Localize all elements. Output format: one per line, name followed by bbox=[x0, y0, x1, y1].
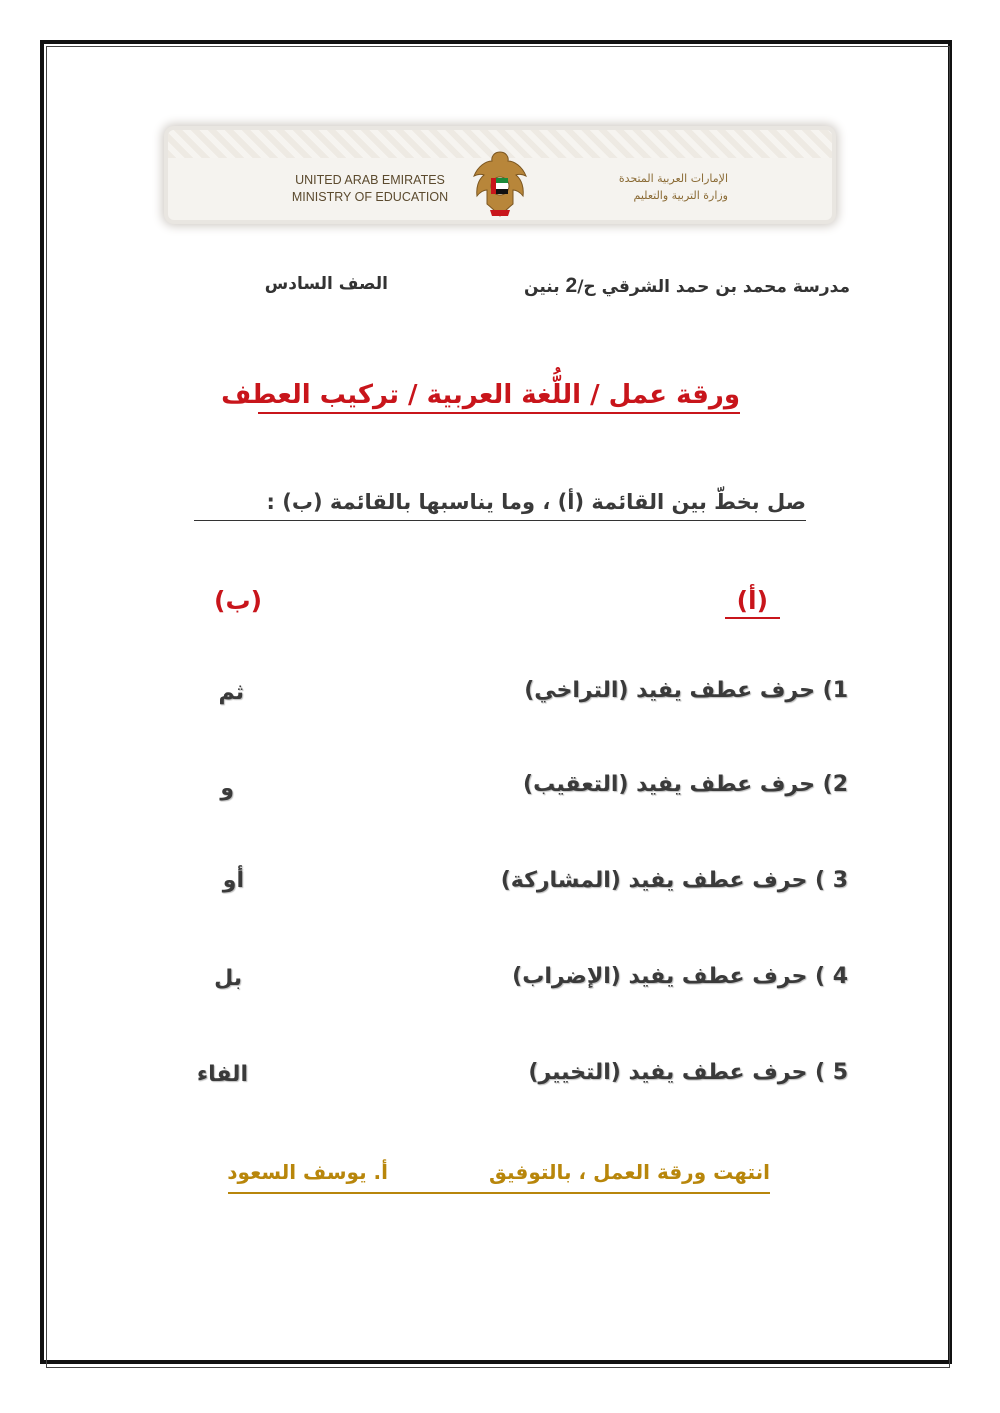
list-item-1: 1) حرف عطف يفيد (التراخي) bbox=[524, 678, 848, 703]
closing-note: انتهت ورقة العمل ، بالتوفيق bbox=[489, 1160, 770, 1184]
list-item-3: 3 ) حرف عطف يفيد (المشاركة) bbox=[500, 868, 848, 893]
ministry-ar-line1: الإمارات العربية المتحدة bbox=[618, 172, 728, 185]
column-a-header: (أ) bbox=[725, 586, 780, 619]
answer-item-5: الفاء bbox=[196, 1062, 248, 1087]
ministry-name-ar bbox=[548, 170, 728, 204]
school-cycle-number: 2 bbox=[565, 274, 578, 297]
ministry-banner bbox=[168, 130, 832, 220]
answer-item-3: أو bbox=[222, 868, 244, 893]
grade-label: الصف السادس bbox=[264, 274, 388, 294]
school-name-prefix: مدرسة محمد بن حمد الشرقي ح/ bbox=[577, 277, 850, 297]
ministry-en-line2: MINISTRY OF EDUCATION bbox=[291, 190, 449, 204]
ministry-en-line1: UNITED ARAB EMIRATES bbox=[295, 173, 445, 187]
instruction-text: صل بخطّ بين القائمة (أ) ، وما يناسبها بالقائمة (ب) : bbox=[194, 490, 806, 521]
list-item-5: 5 ) حرف عطف يفيد (التخيير) bbox=[528, 1060, 848, 1085]
answer-item-1: ثم bbox=[218, 680, 244, 705]
ministry-name-en bbox=[290, 172, 450, 206]
list-item-2: 2) حرف عطف يفيد (التعقيب) bbox=[523, 772, 848, 797]
school-name-suffix: بنين bbox=[524, 277, 566, 297]
list-item-4: 4 ) حرف عطف يفيد (الإضراب) bbox=[512, 964, 848, 989]
footer-underline bbox=[228, 1192, 770, 1194]
ministry-ar-line2: وزارة التربية والتعليم bbox=[633, 189, 728, 202]
worksheet-title: ورقة عمل / اللُّغة العربية / تركيب العطف bbox=[258, 380, 740, 414]
teacher-name: أ. يوسف السعود bbox=[227, 1160, 388, 1184]
answer-item-2: و bbox=[220, 776, 234, 801]
uae-eagle-emblem-icon bbox=[468, 148, 532, 220]
column-b-header: (ب) bbox=[214, 586, 262, 615]
school-name bbox=[524, 274, 850, 298]
answer-item-4: بل bbox=[214, 966, 242, 991]
